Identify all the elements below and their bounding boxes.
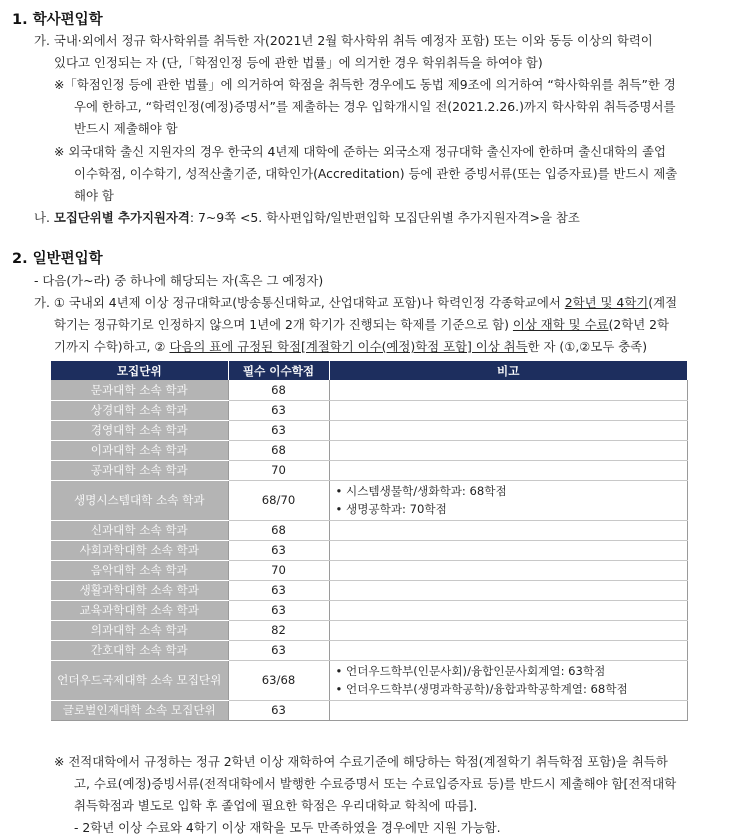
cell-note — [329, 640, 687, 660]
table-body — [51, 380, 687, 720]
cell-unit: 생명시스템대학 소속 학과 — [51, 480, 228, 520]
cell-unit: 사회과학대학 소속 학과 — [51, 540, 228, 560]
section-1-heading: 1. 학사편입학 — [12, 12, 103, 28]
header-credit: 필수 이수학점 — [228, 361, 329, 380]
cell-note — [329, 540, 687, 560]
cell-credit: 63/68 — [228, 660, 329, 700]
s2-ga1-a: 가. ① 국내외 4년제 이상 정규대학교(방송통신대학교, 산업대학교 포함)나 학력인정 각종학교에서 — [34, 295, 565, 310]
cell-note — [329, 620, 687, 640]
cell-credit: 68/70 — [228, 480, 329, 520]
cell-unit: 의과대학 소속 학과 — [51, 620, 228, 640]
table-row — [51, 700, 687, 720]
s1-na-rest: : 7~9쪽 <5. 학사편입학/일반편입학 모집단위별 추가지원자격>을 참조 — [189, 210, 580, 225]
table-row — [51, 560, 687, 580]
cell-note — [329, 380, 687, 400]
cell-note — [329, 660, 687, 700]
s2-ga2-underline: 이상 재학 및 수료 — [512, 317, 609, 332]
s2-footer-line-4: - 2학년 이상 수료와 4학기 이상 재학을 모두 만족하였을 경우에만 지원 가능함. — [74, 820, 501, 835]
s2-footer-line-1: ※ 전적대학에서 규정하는 정규 2학년 이상 재학하여 수료기준에 해당하는 학점(계절학기 취득학점 포함)을 취득하 — [54, 754, 668, 769]
header-unit: 모집단위 — [51, 361, 228, 380]
table-row — [51, 420, 687, 440]
s2-ga-line-2 — [54, 316, 669, 334]
cell-unit: 언더우드국제대학 소속 모집단위 — [51, 660, 228, 700]
cell-credit: 68 — [228, 440, 329, 460]
header-note: 비고 — [329, 361, 687, 380]
cell-credit: 70 — [228, 460, 329, 480]
cell-note — [329, 440, 687, 460]
cell-note — [329, 580, 687, 600]
cell-note — [329, 700, 687, 720]
table-row — [51, 660, 687, 700]
s1-note1-line-1: ※「학점인정 등에 관한 법률」에 의거하여 학점을 취득한 경우에도 동법 제9조에 의거하여 “학사학위를 취득”한 경 — [54, 77, 676, 92]
s1-ga-line-2: 있다고 인정되는 자 (단,「학점인정 등에 관한 법률」에 의거한 경우 학위취득을 하여야 함) — [54, 55, 543, 70]
s1-note2-line-1: ※ 외국대학 출신 지원자의 경우 한국의 4년제 대학에 준하는 외국소재 정규대학 출신자에 한하며 출신대학의 졸업 — [54, 144, 667, 159]
s2-ga-line-3 — [54, 338, 647, 356]
table-header-row — [51, 361, 687, 380]
cell-unit: 문과대학 소속 학과 — [51, 380, 228, 400]
credit-requirements-table — [51, 361, 688, 721]
cell-credit: 63 — [228, 580, 329, 600]
note-item: • 언더우드학부(인문사회)/융합인문사회계열: 63학점 — [335, 664, 606, 678]
s1-note2-line-3: 해야 함 — [74, 188, 114, 203]
note-item: • 생명공학과: 70학점 — [335, 502, 447, 516]
cell-unit: 신과대학 소속 학과 — [51, 520, 228, 540]
s2-ga-line-1 — [34, 294, 677, 312]
cell-unit: 교육과학대학 소속 학과 — [51, 600, 228, 620]
cell-credit: 68 — [228, 380, 329, 400]
cell-unit: 이과대학 소속 학과 — [51, 440, 228, 460]
s2-footer-line-2: 고, 수료(예정)증빙서류(전적대학에서 발행한 수료증명서 또는 수료입증자료 등)를 반드시 제출해야 함[전적대학 — [74, 776, 677, 791]
s1-note2-line-2: 이수학점, 이수학기, 성적산출기준, 대학인가(Accreditation) 등에 관한 증빙서류(또는 입증자료)를 반드시 제출 — [74, 166, 678, 181]
cell-unit: 간호대학 소속 학과 — [51, 640, 228, 660]
cell-credit: 68 — [228, 520, 329, 540]
cell-note — [329, 520, 687, 540]
cell-note — [329, 600, 687, 620]
table-row — [51, 380, 687, 400]
cell-note — [329, 480, 687, 520]
table-row — [51, 400, 687, 420]
cell-credit: 63 — [228, 420, 329, 440]
cell-credit: 70 — [228, 560, 329, 580]
s2-ga2-a: 학기는 정규학기로 인정하지 않으며 1년에 2개 학기가 진행되는 학제를 기준으로 함) — [54, 317, 513, 332]
cell-credit: 63 — [228, 400, 329, 420]
table-row — [51, 640, 687, 660]
s1-ga-line-1: 가. 국내·외에서 정규 학사학위를 취득한 자(2021년 2월 학사학위 취득 예정자 포함) 또는 이와 동등 이상의 학력이 — [34, 33, 653, 48]
cell-unit: 경영대학 소속 학과 — [51, 420, 228, 440]
cell-note — [329, 460, 687, 480]
cell-unit: 음악대학 소속 학과 — [51, 560, 228, 580]
cell-credit: 63 — [228, 540, 329, 560]
cell-unit: 공과대학 소속 학과 — [51, 460, 228, 480]
s2-ga3-a: 기까지 수학)하고, ② — [54, 339, 170, 354]
cell-note — [329, 400, 687, 420]
cell-credit: 63 — [228, 600, 329, 620]
s2-ga1-underline: 2학년 및 4학기 — [564, 295, 649, 310]
note-item: • 언더우드학부(생명과학공학)/융합과학공학계열: 68학점 — [335, 682, 628, 696]
table-row — [51, 580, 687, 600]
s2-ga2-b: (2학년 2학 — [608, 317, 669, 332]
cell-credit: 63 — [228, 700, 329, 720]
s2-footer-line-3: 취득학점과 별도로 입학 후 졸업에 필요한 학점은 우리대학교 학칙에 따름]. — [74, 798, 478, 813]
s1-na-line — [34, 209, 580, 227]
s2-ga3-b: 한 자 (①,②모두 충족) — [527, 339, 648, 354]
s2-ga1-b: (계절 — [648, 295, 678, 310]
cell-note — [329, 420, 687, 440]
s2-ga3-underline: 다음의 표에 규정된 학점[계절학기 이수(예정)학점 포함] 이상 취득 — [169, 339, 528, 354]
cell-unit: 생활과학대학 소속 학과 — [51, 580, 228, 600]
table-row — [51, 460, 687, 480]
section-2-heading: 2. 일반편입학 — [12, 251, 103, 267]
s2-dash-line: - 다음(가~라) 중 하나에 해당되는 자(혹은 그 예정자) — [34, 273, 324, 288]
cell-credit: 82 — [228, 620, 329, 640]
s1-na-prefix: 나. — [34, 210, 54, 225]
table-row — [51, 620, 687, 640]
table-row — [51, 480, 687, 520]
cell-unit: 글로벌인재대학 소속 모집단위 — [51, 700, 228, 720]
s1-na-bold: 모집단위별 추가지원자격 — [53, 210, 190, 225]
cell-unit: 상경대학 소속 학과 — [51, 400, 228, 420]
cell-note — [329, 560, 687, 580]
note-item: • 시스템생물학/생화학과: 68학점 — [335, 484, 507, 498]
table-row — [51, 600, 687, 620]
s1-note1-line-3: 반드시 제출해야 함 — [74, 121, 178, 136]
table-row — [51, 440, 687, 460]
table-row — [51, 520, 687, 540]
table-row — [51, 540, 687, 560]
cell-credit: 63 — [228, 640, 329, 660]
s1-note1-line-2: 우에 한하고, “학력인정(예정)증명서”를 제출하는 경우 입학개시일 전(2021.2.26.)까지 학사학위 취득증명서를 — [74, 99, 676, 114]
